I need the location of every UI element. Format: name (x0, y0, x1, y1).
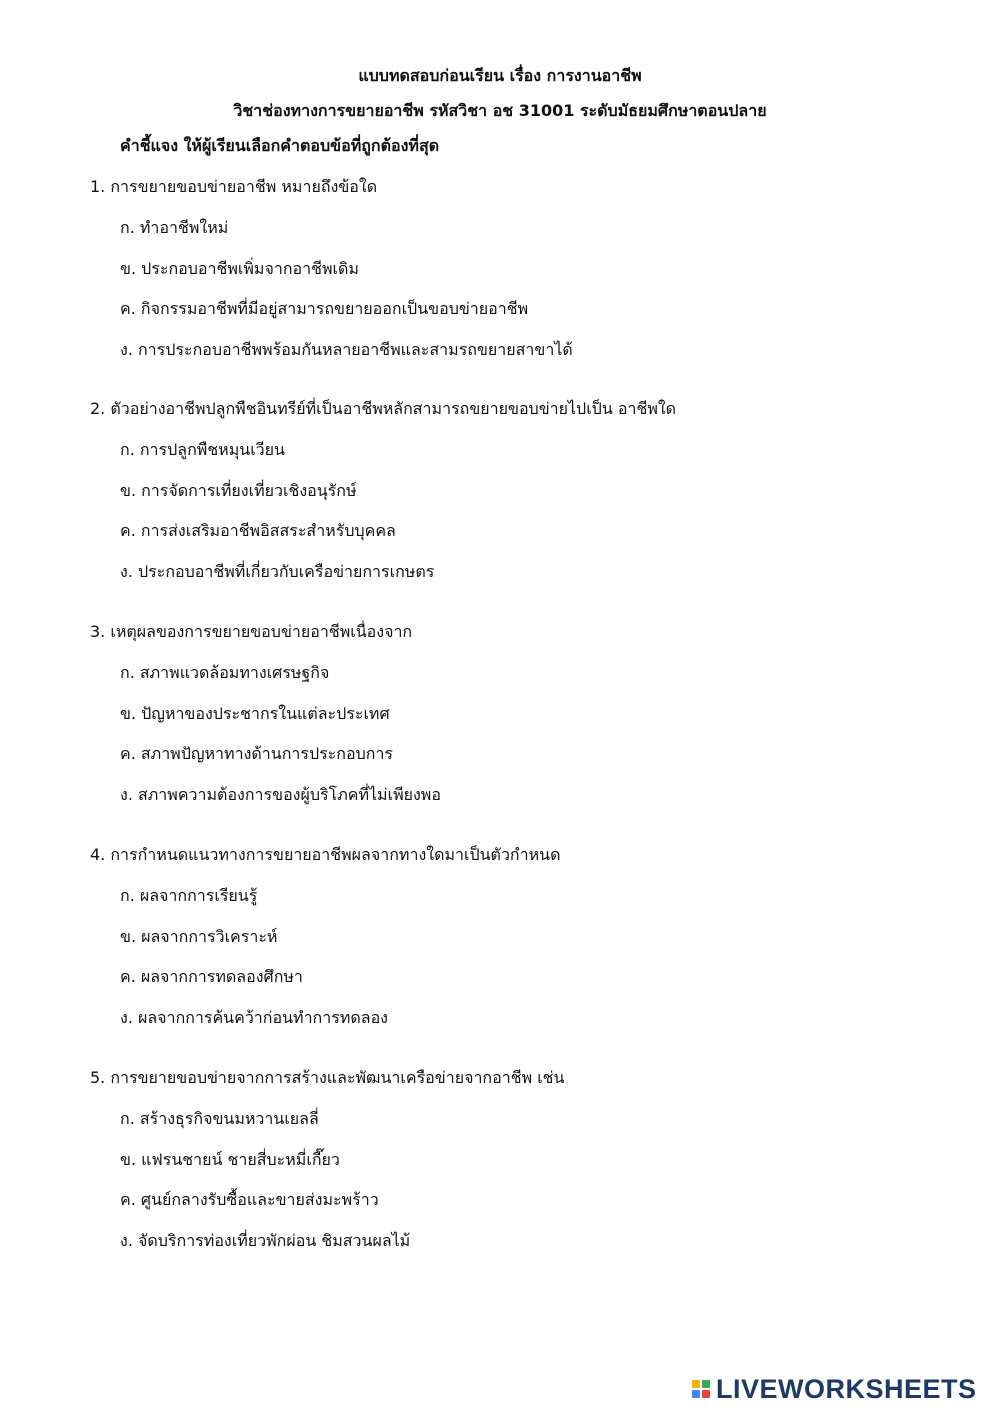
logo-block-2 (702, 1380, 710, 1388)
question-2-text: 2. ตัวอย่างอาชีพปลูกพืชอินทรีย์ที่เป็นอาชีพหลักสามารถขยายขอบข่ายไปเป็น อาชีพใด (90, 399, 677, 418)
logo-block-4 (702, 1390, 710, 1398)
question-1-option-a[interactable]: ก. ทำอาชีพใหม่ (120, 218, 229, 237)
question-5-option-c[interactable]: ค. ศูนย์กลางรับซื้อและขายส่งมะพร้าว (120, 1190, 379, 1209)
question-4-option-d[interactable]: ง. ผลจากการค้นคว้าก่อนทำการทดลอง (120, 1008, 388, 1027)
logo-block-1 (692, 1380, 700, 1388)
question-1-option-b[interactable]: ข. ประกอบอาชีพเพิ่มจากอาชีพเดิม (120, 259, 359, 278)
liveworksheets-logo (692, 1374, 977, 1404)
question-4-option-b[interactable]: ข. ผลจากการวิเคราะห์ (120, 927, 278, 946)
logo-text: LIVEWORKSHEETS (716, 1374, 977, 1404)
question-1-text: 1. การขยายขอบข่ายอาชีพ หมายถึงข้อใด (90, 177, 378, 196)
question-3-option-a[interactable]: ก. สภาพแวดล้อมทางเศรษฐกิจ (120, 663, 330, 682)
worksheet-subtitle: วิชาช่องทางการขยายอาชีพ รหัสวิชา อช 31001 ระดับมัธยมศึกษาตอนปลาย (233, 101, 767, 120)
question-4-option-a[interactable]: ก. ผลจากการเรียนรู้ (120, 886, 258, 905)
logo-blocks-icon (692, 1380, 710, 1398)
question-2-option-b[interactable]: ข. การจัดการเที่ยงเที่ยวเชิงอนุรักษ์ (120, 481, 357, 500)
question-5-option-d[interactable]: ง. จัดบริการท่องเที่ยวพักผ่อน ชิมสวนผลไม้ (120, 1231, 411, 1250)
logo-block-3 (692, 1390, 700, 1398)
question-5-option-a[interactable]: ก. สร้างธุรกิจขนมหวานเยลลี่ (120, 1109, 319, 1128)
instruction-text: คำชี้แจง ให้ผู้เรียนเลือกคำตอบข้อที่ถูกต้องที่สุด (120, 136, 440, 155)
question-4-text: 4. การกำหนดแนวทางการขยายอาชีพผลจากทางใดมาเป็นตัวกำหนด (90, 845, 561, 864)
worksheet-title: แบบทดสอบก่อนเรียน เรื่อง การงานอาชีพ (358, 66, 642, 85)
question-2-option-d[interactable]: ง. ประกอบอาชีพที่เกี่ยวกับเครือข่ายการเกษตร (120, 562, 435, 581)
question-1-option-c[interactable]: ค. กิจกรรมอาชีพที่มีอยู่สามารถขยายออกเป็นขอบข่ายอาชีพ (120, 299, 529, 318)
question-5-option-b[interactable]: ข. แฟรนชายน์ ชายสี่บะหมี่เกี๊ยว (120, 1150, 340, 1169)
question-2-option-a[interactable]: ก. การปลูกพืชหมุนเวียน (120, 440, 285, 459)
question-3-text: 3. เหตุผลของการขยายขอบข่ายอาชีพเนื่องจาก (90, 622, 413, 641)
question-2-option-c[interactable]: ค. การส่งเสริมอาชีพอิสสระสำหรับบุคคล (120, 521, 396, 540)
question-3-option-c[interactable]: ค. สภาพปัญหาทางด้านการประกอบการ (120, 744, 394, 763)
question-3-option-d[interactable]: ง. สภาพความต้องการของผู้บริโภคที่ไม่เพียงพอ (120, 785, 441, 804)
question-4-option-c[interactable]: ค. ผลจากการทดลองศึกษา (120, 967, 303, 986)
question-5-text: 5. การขยายขอบข่ายจากการสร้างและพัฒนาเครือข่ายจากอาชีพ เช่น (90, 1068, 565, 1087)
question-3-option-b[interactable]: ข. ปัญหาของประชากรในแต่ละประเทศ (120, 704, 390, 723)
question-1-option-d[interactable]: ง. การประกอบอาชีพพร้อมกันหลายอาชีพและสามรถขยายสาขาได้ (120, 340, 573, 359)
